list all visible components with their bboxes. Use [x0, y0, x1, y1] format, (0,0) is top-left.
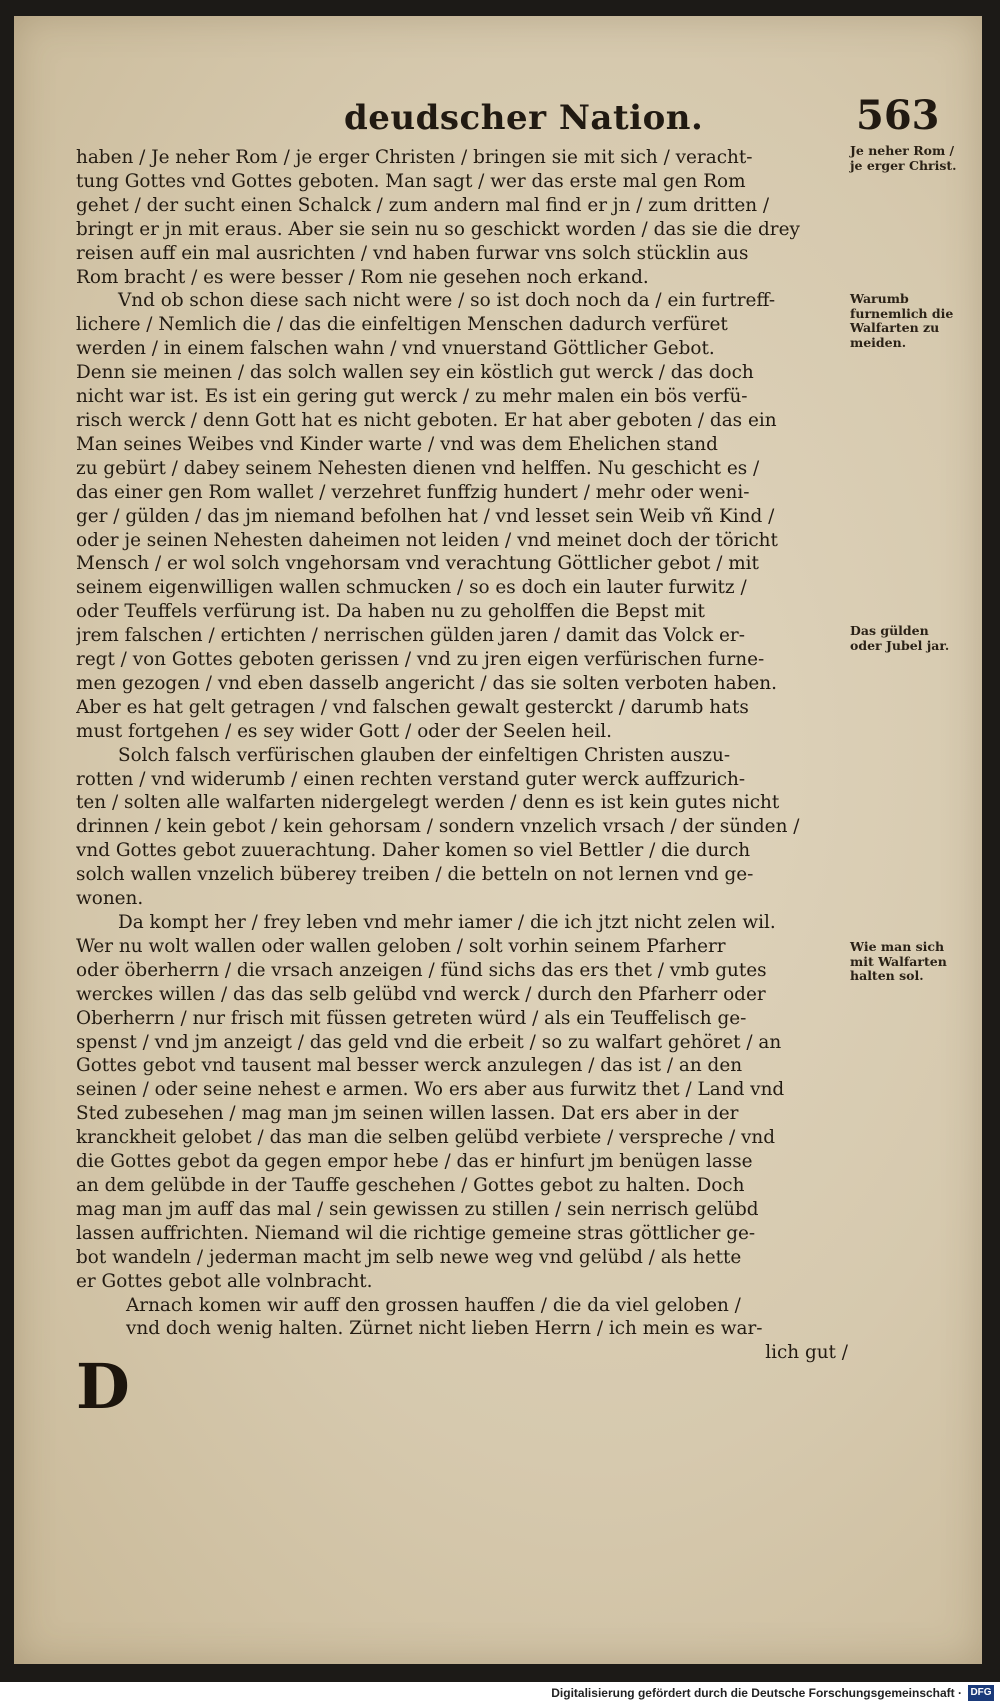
text-line: vnd Gottes gebot zuuerachtung. Daher komen so viel Bettler / die durch: [76, 840, 751, 862]
text-line: spenst / vnd jm anzeigt / das geld vnd die erbeit / so zu walfart gehöret / an: [76, 1031, 782, 1053]
text-line: mag man jm auff das mal / sein gewissen zu stillen / sein nerrisch gelübd: [76, 1198, 759, 1220]
text-line: men gezogen / vnd eben dasselb angericht / das sie solten verboten haben.: [76, 672, 777, 694]
text-line: er Gottes gebot alle volnbracht.: [76, 1270, 373, 1292]
marginal-note: Wie man sich mit Walfarten halten sol.: [850, 939, 947, 983]
text-line: Denn sie meinen / das solch wallen sey ein köstlich gut werck / das doch: [76, 362, 754, 384]
footer-bar: [0, 1682, 1000, 1706]
text-line: lassen auffrichten. Niemand wil die richtige gemeine stras göttlicher ge-: [76, 1222, 756, 1244]
main-text: [76, 146, 848, 1365]
text-line: tung Gottes vnd Gottes geboten. Man sagt / wer das erste mal gen Rom: [76, 170, 746, 192]
marginal-note: Das gülden oder Jubel jar.: [850, 623, 950, 653]
text-line: haben / Je neher Rom / je erger Christen / bringen sie mit sich / veracht-: [76, 147, 753, 168]
text-line: Oberherrn / nur frisch mit füssen getreten würd / als ein Teuffelisch ge-: [76, 1007, 747, 1029]
text-line: solch wallen vnzelich büberey treiben / die betteln on not lernen vnd ge-: [76, 864, 754, 886]
text-line: bringt er jn mit eraus. Aber sie sein nu so geschickt worden / das sie die drey: [76, 218, 800, 240]
text-line: oder je seinen Nehesten daheimen not leiden / vnd meinet doch der töricht: [76, 529, 778, 551]
text-line: Sted zubesehen / mag man jm seinen willen lassen. Dat ers aber in der: [76, 1103, 739, 1125]
text-line: must fortgehen / es sey wider Gott / oder der Seelen heil.: [76, 720, 613, 742]
text-line: Solch falsch verfürischen glauben der einfeltigen Christen auszu-: [118, 744, 731, 766]
text-line: Da kompt her / frey leben vnd mehr iamer / die ich jtzt nicht zelen wil.: [118, 912, 776, 933]
text-line: Man seines Weibes vnd Kinder warte / vnd was dem Ehelichen stand: [76, 433, 718, 455]
text-line: lich gut /: [765, 1342, 848, 1364]
marginal-note: Je neher Rom / je erger Christ.: [850, 143, 957, 173]
text-line: die Gottes gebot da gegen empor hebe / das er hinfurt jm benügen lasse: [76, 1151, 753, 1173]
page-number: 563: [856, 92, 940, 139]
text-line: an dem gelübde in der Tauffe geschehen / Gottes gebot zu halten. Doch: [76, 1174, 745, 1196]
drop-cap: D: [76, 1350, 130, 1423]
text-line: Wer nu wolt wallen oder wallen geloben / solt vorhin seinem Pfarherr: [76, 935, 726, 957]
text-line: gehet / der sucht einen Schalck / zum andern mal find er jn / zum dritten /: [76, 194, 770, 216]
text-line: reisen auff ein mal ausrichten / vnd haben furwar vns solch stücklin aus: [76, 242, 749, 264]
text-line: wonen.: [76, 888, 144, 910]
text-line: lichere / Nemlich die / das die einfeltigen Menschen dadurch verfüret: [76, 314, 728, 336]
text-line: drinnen / kein gebot / kein gehorsam / sondern vnzelich vrsach / der sünden /: [76, 816, 800, 838]
text-line: jrem falschen / ertichten / nerrischen gülden jaren / damit das Volck er-: [76, 625, 745, 647]
text-line: Arnach komen wir auff den grossen hauffen / die da viel geloben /: [126, 1294, 741, 1316]
text-line: Mensch / er wol solch vngehorsam vnd verachtung Göttlicher gebot / mit: [76, 553, 759, 575]
text-line: rotten / vnd widerumb / einen rechten verstand guter werck auffzurich-: [76, 768, 746, 790]
page-header: [14, 88, 982, 148]
text-line: regt / von Gottes geboten gerissen / vnd zu jren eigen verfürischen furne-: [76, 649, 765, 671]
text-line: risch werck / denn Gott hat es nicht geboten. Er hat aber geboten / das ein: [76, 409, 777, 431]
text-line: werden / in einem falschen wahn / vnd vnuerstand Göttlicher Gebot.: [76, 338, 715, 360]
book-page: [14, 16, 982, 1664]
text-line: kranckheit gelobet / das man die selben gelübd verbiete / verspreche / vnd: [76, 1127, 776, 1149]
text-line: oder Teuffels verfürung ist. Da haben nu zu geholffen die Bepst mit: [76, 601, 705, 623]
footer-credit: Digitalisierung gefördert durch die Deutsche Forschungsgemeinschaft ·: [551, 1686, 962, 1700]
dfg-logo-icon: DFG: [968, 1685, 994, 1701]
text-line: oder öberherrn / die vrsach anzeigen / fünd sichs das ers thet / vmb gutes: [76, 959, 767, 981]
text-line: ten / solten alle walfarten nidergelegt werden / denn es ist kein gutes nicht: [76, 792, 780, 814]
text-line: Aber es hat gelt getragen / vnd falschen gewalt gesterckt / darumb hats: [76, 696, 749, 718]
running-head: deudscher Nation.: [344, 98, 704, 138]
text-line: vnd doch wenig halten. Zürnet nicht lieben Herrn / ich mein es war-: [126, 1318, 763, 1340]
text-line: Rom bracht / es were besser / Rom nie gesehen noch erkand.: [76, 266, 649, 288]
text-line: das einer gen Rom wallet / verzehret funffzig hundert / mehr oder weni-: [76, 481, 750, 503]
text-line: nicht war ist. Es ist ein gering gut werck / zu mehr malen ein bös verfü-: [76, 386, 748, 408]
text-line: ger / gülden / das jm niemand befolhen hat / vnd lesset sein Weib vñ Kind /: [76, 505, 775, 527]
text-line: Vnd ob schon diese sach nicht were / so ist doch noch da / ein furtreff-: [118, 290, 776, 312]
marginal-note: Warumb furnemlich die Walfarten zu meiden.: [850, 291, 954, 350]
text-line: seinem eigenwilligen wallen schmucken / so es doch ein lauter furwitz /: [76, 577, 747, 599]
text-line: seinen / oder seine nehest e armen. Wo ers aber aus furwitz thet / Land vnd: [76, 1079, 785, 1101]
text-line: zu gebürt / dabey seinem Nehesten dienen vnd helffen. Nu geschicht es /: [76, 457, 760, 479]
text-line: Gottes gebot vnd tausent mal besser werck anzulegen / das ist / an den: [76, 1055, 743, 1077]
text-line: bot wandeln / jederman macht jm selb newe weg vnd gelübd / als hette: [76, 1246, 742, 1268]
text-line: werckes willen / das das selb gelübd vnd werck / durch den Pfarherr oder: [76, 983, 766, 1005]
